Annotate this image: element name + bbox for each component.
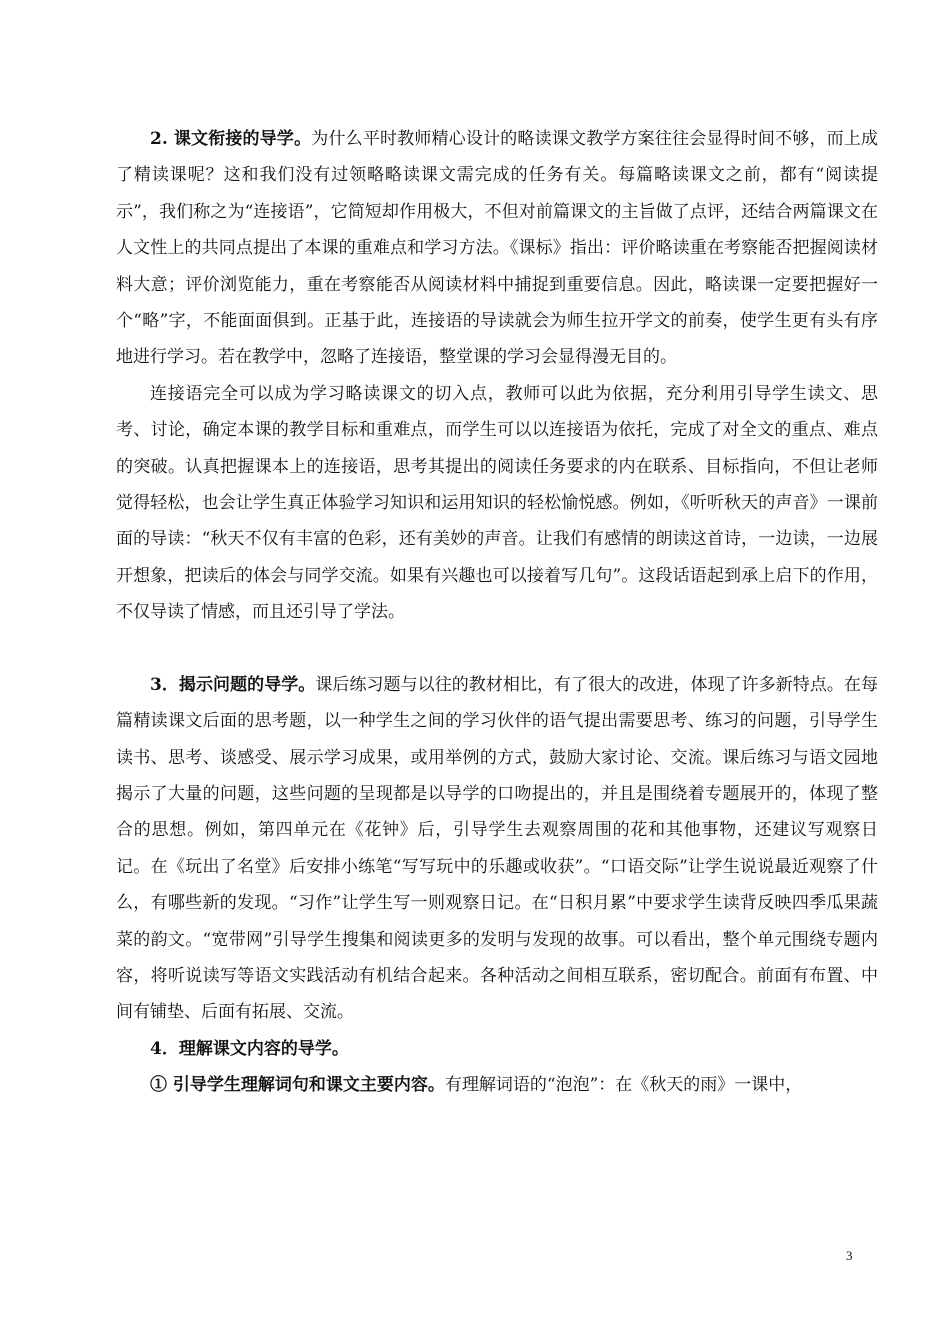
section-heading-3: 3．揭示问题的导学。: [150, 674, 316, 695]
paragraph-content-guidance: [116, 1031, 878, 1067]
subpoint-heading: ① 引导学生理解词句和课文主要内容。: [150, 1075, 445, 1096]
paragraph-text: 有理解词语的“泡泡”：在《秋天的雨》一课中，: [444, 1075, 803, 1096]
paragraph-text: 课后练习题与以往的教材相比，有了很大的改进，体现了许多新特点。在每篇精读课文后面的思考题，以一种学生之间的学习伙伴的语气提出需要思考、练习的问题，引导学生读书、思考、谈感受、展示学习成果，或用举例的方式，鼓励大家讨论、交流。课后练习与语文园地揭示了大量的问题，这些问题的呈现都是以导学的口吻提出的，并且是围绕着专题展开的，体现了整合的思想。例如，第四单元在《花钟》后，引导学生去观察周围的花和其他事物，还建议写观察日记。在《玩出了名堂》后安排小练笔“写写玩中的乐趣或收获”。“口语交际”让学生说说最近观察了什么，有哪些新的发现。“习作”让学生写一则观察日记。在“日积月累”中要求学生读背反映四季瓜果蔬菜的韵文。“宽带网”引导学生搜集和阅读更多的发明与发现的故事。可以看出，整个单元围绕专题内容，将听说读写等语文实践活动有机结合起来。各种活动之间相互联系，密切配合。前面有布置、中间有铺垫、后面有拓展、交流。: [116, 674, 878, 1023]
paragraph-text: 为什么平时教师精心设计的略读课文教学方案往往会显得时间不够，而上成了精读课呢？这和我们没有过领略略读课文需完成的任务有关。每篇略读课文之前，都有“阅读提示”，我们称之为“连接语”，它简短却作用极大，不但对前篇课文的主旨做了点评，还结合两篇课文在人文性上的共同点提出了本课的重难点和学习方法。《课标》指出：评价略读重在考察能否把握阅读材料大意；评价浏览能力，重在考察能否从阅读材料中捕捉到重要信息。因此，略读课一定要把握好一个“略”字，不能面面俱到。正基于此，连接语的导读就会为师生拉开学文的前奏，使学生更有头有序地进行学习。若在教学中，忽略了连接语，整堂课的学习会显得漫无目的。: [116, 129, 878, 368]
document-body: [116, 121, 878, 1104]
paragraph-text: 连接语完全可以成为学习略读课文的切入点，教师可以此为依据，充分利用引导学生读文、思考、讨论，确定本课的教学目标和重难点，而学生可以以连接语为依托，完成了对全文的重点、难点的突破。认真把握课本上的连接语，思考其提出的阅读任务要求的内在联系、目标指向，不但让老师觉得轻松，也会让学生真正体验学习知识和运用知识的轻松愉悦感。例如，《听听秋天的声音》一课前面的导读：“秋天不仅有丰富的色彩，还有美妙的声音。让我们有感情的朗读这首诗，一边读，一边展开想象，把读后的体会与同学交流。如果有兴趣也可以接着写几句”。这段话语起到承上启下的作用，不仅导读了情感，而且还引导了学法。: [116, 383, 878, 623]
paragraph-linking-usage: [116, 376, 878, 631]
paragraph-subpoint-1: [116, 1067, 878, 1103]
paragraph-text-linking: [116, 121, 878, 376]
page-number: 3: [846, 1248, 853, 1263]
paragraph-problem-guidance: [116, 667, 878, 1031]
section-heading-2: 2. 课文衔接的导学。: [150, 129, 312, 149]
section-heading-4: 4．理解课文内容的导学。: [150, 1038, 349, 1059]
